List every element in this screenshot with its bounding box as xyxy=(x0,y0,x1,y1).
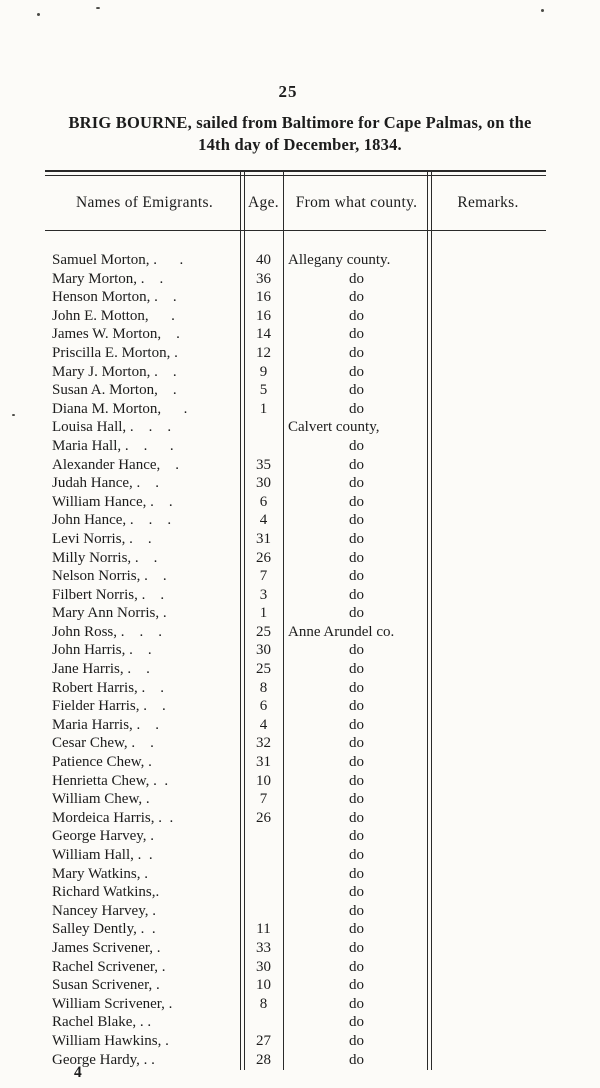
table-row xyxy=(45,697,546,716)
cell-remarks xyxy=(430,549,546,568)
table-row xyxy=(45,400,546,419)
table-row xyxy=(45,902,546,921)
cell-name: Maria Harris, . . xyxy=(52,716,160,733)
cell-remarks xyxy=(430,1032,546,1051)
cell-age: 26 xyxy=(256,809,271,826)
cell-name: William Hance, . . xyxy=(52,493,173,510)
cell-age xyxy=(244,902,283,921)
cell-age: 7 xyxy=(259,791,268,808)
cell-remarks xyxy=(430,586,546,605)
cell-age: 12 xyxy=(256,344,271,361)
table-row xyxy=(45,958,546,977)
cell-remarks xyxy=(430,270,546,289)
cell-name: Mary J. Morton, . . xyxy=(52,363,177,380)
table-row xyxy=(45,307,546,326)
cell-remarks xyxy=(430,753,546,772)
cell-county: do xyxy=(349,363,364,380)
table-row xyxy=(45,418,546,437)
column-divider xyxy=(427,170,428,1070)
cell-remarks xyxy=(430,604,546,623)
table-row xyxy=(45,846,546,865)
cell-remarks xyxy=(430,344,546,363)
cell-age: 4 xyxy=(259,512,268,529)
cell-age: 1 xyxy=(259,400,268,417)
cell-age: 16 xyxy=(256,289,271,306)
cell-county: do xyxy=(349,586,364,603)
table-row xyxy=(45,586,546,605)
cell-county: do xyxy=(349,679,364,696)
table-row xyxy=(45,270,546,289)
title-line-1: BRIG BOURNE, sailed from Baltimore for Cape Palmas, on the xyxy=(68,113,532,132)
table-row xyxy=(45,567,546,586)
table-row xyxy=(45,1051,546,1070)
cell-remarks xyxy=(430,400,546,419)
cell-age: 30 xyxy=(256,958,271,975)
cell-county: do xyxy=(349,1051,364,1068)
table-row xyxy=(45,456,546,475)
column-divider xyxy=(431,170,432,1070)
scan-artifact xyxy=(37,13,40,16)
cell-county: do xyxy=(349,493,364,510)
cell-name: Nelson Norris, . . xyxy=(52,568,167,585)
cell-age: 25 xyxy=(256,623,271,640)
cell-county: do xyxy=(349,642,364,659)
cell-name: Alexander Hance, . xyxy=(52,456,180,473)
cell-age: 3 xyxy=(259,586,268,603)
cell-county: do xyxy=(349,661,364,678)
table-row xyxy=(45,604,546,623)
cell-remarks xyxy=(430,827,546,846)
cell-county: do xyxy=(349,716,364,733)
cell-county: do xyxy=(349,475,364,492)
header-county: From what county. xyxy=(295,194,418,211)
cell-county: do xyxy=(349,456,364,473)
table-header-row xyxy=(45,176,546,230)
table-row xyxy=(45,753,546,772)
table-row xyxy=(45,790,546,809)
table-row xyxy=(45,939,546,958)
cell-county: do xyxy=(349,902,364,919)
cell-remarks xyxy=(430,995,546,1014)
cell-remarks xyxy=(430,381,546,400)
cell-age: 40 xyxy=(256,252,271,268)
cell-remarks xyxy=(430,697,546,716)
table-row xyxy=(45,679,546,698)
cell-name: John Harris, . . xyxy=(52,642,152,659)
cell-remarks xyxy=(430,511,546,530)
table-row xyxy=(45,363,546,382)
cell-age xyxy=(244,865,283,884)
cell-age: 11 xyxy=(256,921,271,938)
cell-remarks xyxy=(430,734,546,753)
cell-age: 28 xyxy=(256,1051,271,1068)
table-row xyxy=(45,883,546,902)
cell-remarks xyxy=(430,865,546,884)
cell-name: George Hardy, . . xyxy=(52,1051,155,1068)
cell-county: do xyxy=(349,270,364,287)
emigrants-table xyxy=(45,170,546,1070)
cell-county: do xyxy=(349,828,364,845)
cell-age: 26 xyxy=(256,549,271,566)
scan-artifact xyxy=(12,414,15,416)
cell-county: Anne Arundel co. xyxy=(288,623,395,640)
cell-name: Priscilla E. Morton, . xyxy=(52,344,178,361)
cell-name: William Hall, . . xyxy=(52,847,153,863)
table-row xyxy=(45,865,546,884)
cell-name: Levi Norris, . . xyxy=(52,530,152,547)
cell-remarks xyxy=(430,641,546,660)
cell-name: Henrietta Chew, . . xyxy=(52,772,169,789)
cell-county: do xyxy=(349,735,364,752)
header-names: Names of Emigrants. xyxy=(76,194,213,211)
table-row xyxy=(45,809,546,828)
cell-name: William Scrivener, . xyxy=(52,995,173,1012)
cell-remarks xyxy=(430,790,546,809)
cell-name: Samuel Morton, . . xyxy=(52,252,184,268)
table-row xyxy=(45,437,546,456)
cell-county: do xyxy=(349,977,364,994)
cell-county: Calvert county, xyxy=(288,419,380,436)
table-row xyxy=(45,549,546,568)
cell-name: Judah Hance, . . xyxy=(52,475,160,492)
cell-age xyxy=(244,418,283,437)
table-row xyxy=(45,772,546,791)
cell-age: 32 xyxy=(256,735,271,752)
table-row xyxy=(45,623,546,642)
cell-name: James W. Morton, . xyxy=(52,326,180,343)
table-row xyxy=(45,511,546,530)
cell-remarks xyxy=(430,939,546,958)
cell-remarks xyxy=(430,958,546,977)
cell-name: Susan A. Morton, . xyxy=(52,382,177,399)
table-row xyxy=(45,1013,546,1032)
table-row xyxy=(45,1032,546,1051)
cell-name: Patience Chew, . xyxy=(52,754,152,771)
page-number: 25 xyxy=(278,82,298,101)
cell-county: do xyxy=(349,326,364,343)
header-remarks: Remarks. xyxy=(457,194,519,211)
cell-name: Rachel Scrivener, . xyxy=(52,958,166,975)
scan-artifact xyxy=(541,9,544,12)
cell-remarks xyxy=(430,809,546,828)
table-row xyxy=(45,344,546,363)
cell-age: 6 xyxy=(259,493,268,510)
cell-name: Salley Dently, . . xyxy=(52,921,156,938)
cell-remarks xyxy=(430,288,546,307)
cell-age xyxy=(244,883,283,902)
cell-county: do xyxy=(349,549,364,566)
signature-number: 4 xyxy=(74,1064,82,1081)
header-age: Age. xyxy=(248,194,279,211)
cell-remarks xyxy=(430,530,546,549)
cell-name: Cesar Chew, . . xyxy=(52,735,154,752)
cell-remarks xyxy=(430,1013,546,1032)
cell-county: do xyxy=(349,530,364,547)
cell-remarks xyxy=(430,418,546,437)
cell-age: 31 xyxy=(256,754,271,771)
table-row xyxy=(45,641,546,660)
cell-remarks xyxy=(430,493,546,512)
cell-age: 31 xyxy=(256,530,271,547)
cell-county: do xyxy=(349,809,364,826)
cell-name: James Scrivener, . xyxy=(52,939,161,956)
cell-age: 6 xyxy=(259,698,268,715)
cell-remarks xyxy=(430,251,546,270)
table-row xyxy=(45,325,546,344)
cell-county: do xyxy=(349,1032,364,1049)
cell-remarks xyxy=(430,976,546,995)
scan-artifact xyxy=(96,7,100,9)
cell-name: George Harvey, . xyxy=(52,828,155,845)
column-divider xyxy=(244,170,245,1070)
cell-county: do xyxy=(349,307,364,324)
cell-county: Allegany county. xyxy=(288,252,391,268)
cell-age xyxy=(244,437,283,456)
cell-remarks xyxy=(430,920,546,939)
cell-age: 10 xyxy=(256,772,271,789)
table-row xyxy=(45,920,546,939)
cell-county: do xyxy=(349,958,364,975)
cell-name: William Chew, . xyxy=(52,791,150,808)
cell-age: 1 xyxy=(259,605,268,622)
cell-age: 7 xyxy=(259,568,268,585)
cell-age: 35 xyxy=(256,456,271,473)
cell-remarks xyxy=(430,623,546,642)
cell-age xyxy=(244,846,283,865)
cell-remarks xyxy=(430,883,546,902)
cell-age: 14 xyxy=(256,326,271,343)
cell-age: 25 xyxy=(256,661,271,678)
cell-county: do xyxy=(349,939,364,956)
cell-county: do xyxy=(349,791,364,808)
table-body xyxy=(45,231,546,1069)
column-divider xyxy=(240,170,241,1070)
cell-name: Mary Ann Norris, . xyxy=(52,605,167,622)
cell-name: John Ross, . . . xyxy=(52,623,163,640)
cell-county: do xyxy=(349,344,364,361)
cell-county: do xyxy=(349,1014,364,1031)
cell-age: 16 xyxy=(256,307,271,324)
cell-remarks xyxy=(430,567,546,586)
cell-county: do xyxy=(349,382,364,399)
cell-county: do xyxy=(349,884,364,901)
table-row xyxy=(45,381,546,400)
cell-name: Robert Harris, . . xyxy=(52,679,165,696)
cell-name: Mary Watkins, . xyxy=(52,865,149,882)
cell-county: do xyxy=(349,995,364,1012)
cell-age: 5 xyxy=(259,382,268,399)
cell-age: 30 xyxy=(256,642,271,659)
cell-county: do xyxy=(349,605,364,622)
cell-county: do xyxy=(349,754,364,771)
table-row xyxy=(45,474,546,493)
cell-name: Louisa Hall, . . . xyxy=(52,419,172,436)
cell-age: 9 xyxy=(259,363,268,380)
cell-age: 4 xyxy=(259,716,268,733)
cell-county: do xyxy=(349,865,364,882)
cell-name: Maria Hall, . . . xyxy=(52,437,174,454)
cell-remarks xyxy=(430,437,546,456)
cell-name: Fielder Harris, . . xyxy=(52,698,166,715)
cell-age: 8 xyxy=(259,995,268,1012)
title-line-2: 14th day of December, 1834. xyxy=(198,135,402,154)
cell-name: William Hawkins, . xyxy=(52,1032,169,1049)
cell-age: 8 xyxy=(259,679,268,696)
cell-age xyxy=(244,827,283,846)
cell-remarks xyxy=(430,456,546,475)
cell-remarks xyxy=(430,307,546,326)
cell-county: do xyxy=(349,772,364,789)
cell-name: Richard Watkins,. xyxy=(52,884,160,901)
cell-county: do xyxy=(349,289,364,306)
cell-name: John E. Motton, . xyxy=(52,307,175,324)
cell-name: Henson Morton, . . xyxy=(52,289,177,306)
table-row xyxy=(45,288,546,307)
cell-name: Milly Norris, . . xyxy=(52,549,158,566)
cell-remarks xyxy=(430,1051,546,1070)
cell-age: 27 xyxy=(256,1032,271,1049)
cell-county: do xyxy=(349,400,364,417)
cell-remarks xyxy=(430,902,546,921)
cell-name: John Hance, . . . xyxy=(52,512,172,529)
cell-county: do xyxy=(349,921,364,938)
column-divider xyxy=(283,170,284,1070)
table-row xyxy=(45,660,546,679)
cell-remarks xyxy=(430,772,546,791)
cell-name: Nancey Harvey, . xyxy=(52,902,156,919)
cell-remarks xyxy=(430,660,546,679)
table-row xyxy=(45,530,546,549)
cell-remarks xyxy=(430,325,546,344)
cell-name: Mordeica Harris, . . xyxy=(52,809,174,826)
cell-name: Jane Harris, . . xyxy=(52,661,150,678)
cell-remarks xyxy=(430,846,546,865)
table-row xyxy=(45,251,546,270)
cell-remarks xyxy=(430,363,546,382)
table-row xyxy=(45,734,546,753)
cell-name: Rachel Blake, . . xyxy=(52,1014,152,1031)
cell-name: Filbert Norris, . . xyxy=(52,586,165,603)
cell-age xyxy=(244,1013,283,1032)
cell-county: do xyxy=(349,512,364,529)
cell-county: do xyxy=(349,698,364,715)
page-title xyxy=(28,112,572,156)
cell-age: 10 xyxy=(256,977,271,994)
cell-county: do xyxy=(349,568,364,585)
cell-age: 30 xyxy=(256,475,271,492)
cell-name: Diana M. Morton, . xyxy=(52,400,188,417)
table-row xyxy=(45,995,546,1014)
cell-name: Susan Scrivener, . xyxy=(52,977,160,994)
cell-age: 36 xyxy=(256,270,271,287)
cell-age: 33 xyxy=(256,939,271,956)
cell-remarks xyxy=(430,474,546,493)
cell-remarks xyxy=(430,716,546,735)
cell-name: Mary Morton, . . xyxy=(52,270,164,287)
table-row xyxy=(45,976,546,995)
cell-county: do xyxy=(349,847,364,863)
cell-county: do xyxy=(349,437,364,454)
table-row xyxy=(45,827,546,846)
table-row xyxy=(45,493,546,512)
table-row xyxy=(45,716,546,735)
cell-remarks xyxy=(430,679,546,698)
